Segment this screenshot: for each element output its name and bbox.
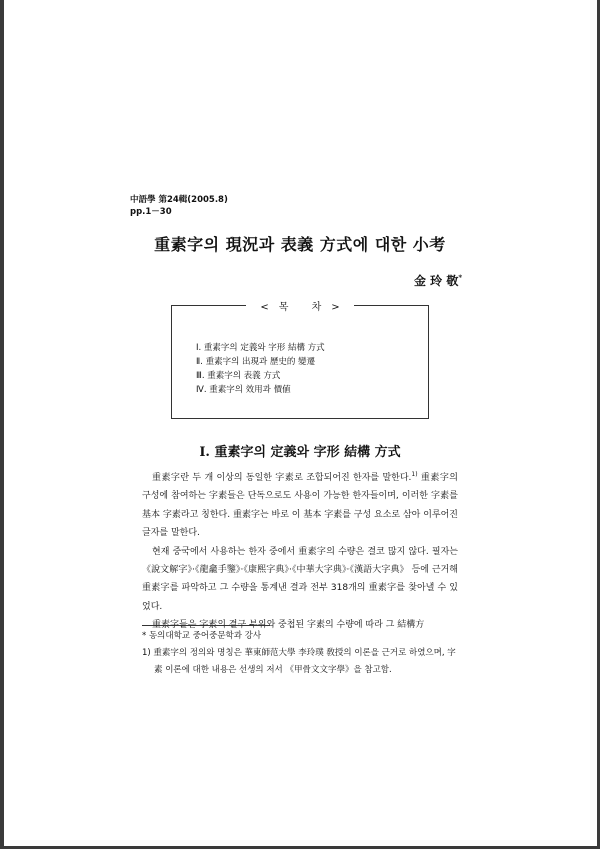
scan-border-left [0,0,4,849]
journal-header [130,194,228,218]
author-name [414,272,462,289]
footnotes [142,628,460,679]
page-range: pp.1－30 [130,207,172,217]
paragraph-text: 重素字의 구성에 참여하는 字素들은 단독으로도 사용이 가능한 한자들이며, 이러한 字素를 基本 字素라고 칭한다. 重素字는 바로 이 基本 字素를 구성 요소로 삼아 이루어진 글자를 말한다. [142,473,459,539]
footnote-divider [142,625,270,626]
journal-volume: 中語學 第24輯(2005.8) [130,195,228,205]
toc-label-text: <목 차> [246,302,353,313]
author-text: 金 玲 敬 [413,274,459,288]
section-heading: Ⅰ. 重素字의 定義와 字形 結構 方式 [199,445,401,460]
paragraph-2: 현재 중국에서 사용하는 한자 중에서 重素字의 수량은 결코 많지 않다. 필자는 《說文解字》·《龍龕手鑒》·《康熙字典》·《中華大字典》·《漢語大字典》 등에 근거해 重素字를 파악하고 그 수량을 통계낸 결과 전부 318개의 重素字를 찾아낼 수 있었다. [142,546,458,612]
paper-title: 重素字의 現況과 表義 方式에 대한 小考 [154,235,446,254]
body-text [142,466,458,635]
author-footnote-mark: * [458,273,462,282]
toc-item: Ⅱ. 重素字의 出現과 歷史的 變遷 [196,357,316,367]
toc-item: Ⅲ. 重素字의 表義 方式 [196,371,281,381]
toc-item: Ⅳ. 重素字의 效用과 價値 [196,385,291,395]
toc-label [0,298,600,313]
footnote-ref: 1) [411,471,418,478]
paragraph-3: 重素字들은 字素의 결구 부위와 중첩된 字素의 수량에 따라 그 結構方 [152,620,425,631]
footnote-affiliation: * 동의대학교 중어중문학과 강사 [142,631,262,641]
toc-list [196,341,325,397]
footnote-1: 1) 重素字의 정의와 명칭은 華東師范大學 李玲璞 敎授의 이론을 근거로 하였으며, 字素 이론에 대한 내용은 선생의 저서 《甲骨文文字學》을 참고함. [142,648,456,675]
paragraph-text: 重素字란 두 개 이상의 동일한 字素로 조합되어진 한자를 말한다. [152,473,412,483]
paragraph-1 [142,466,458,543]
toc-item: Ⅰ. 重素字의 定義와 字形 結構 方式 [196,343,325,353]
